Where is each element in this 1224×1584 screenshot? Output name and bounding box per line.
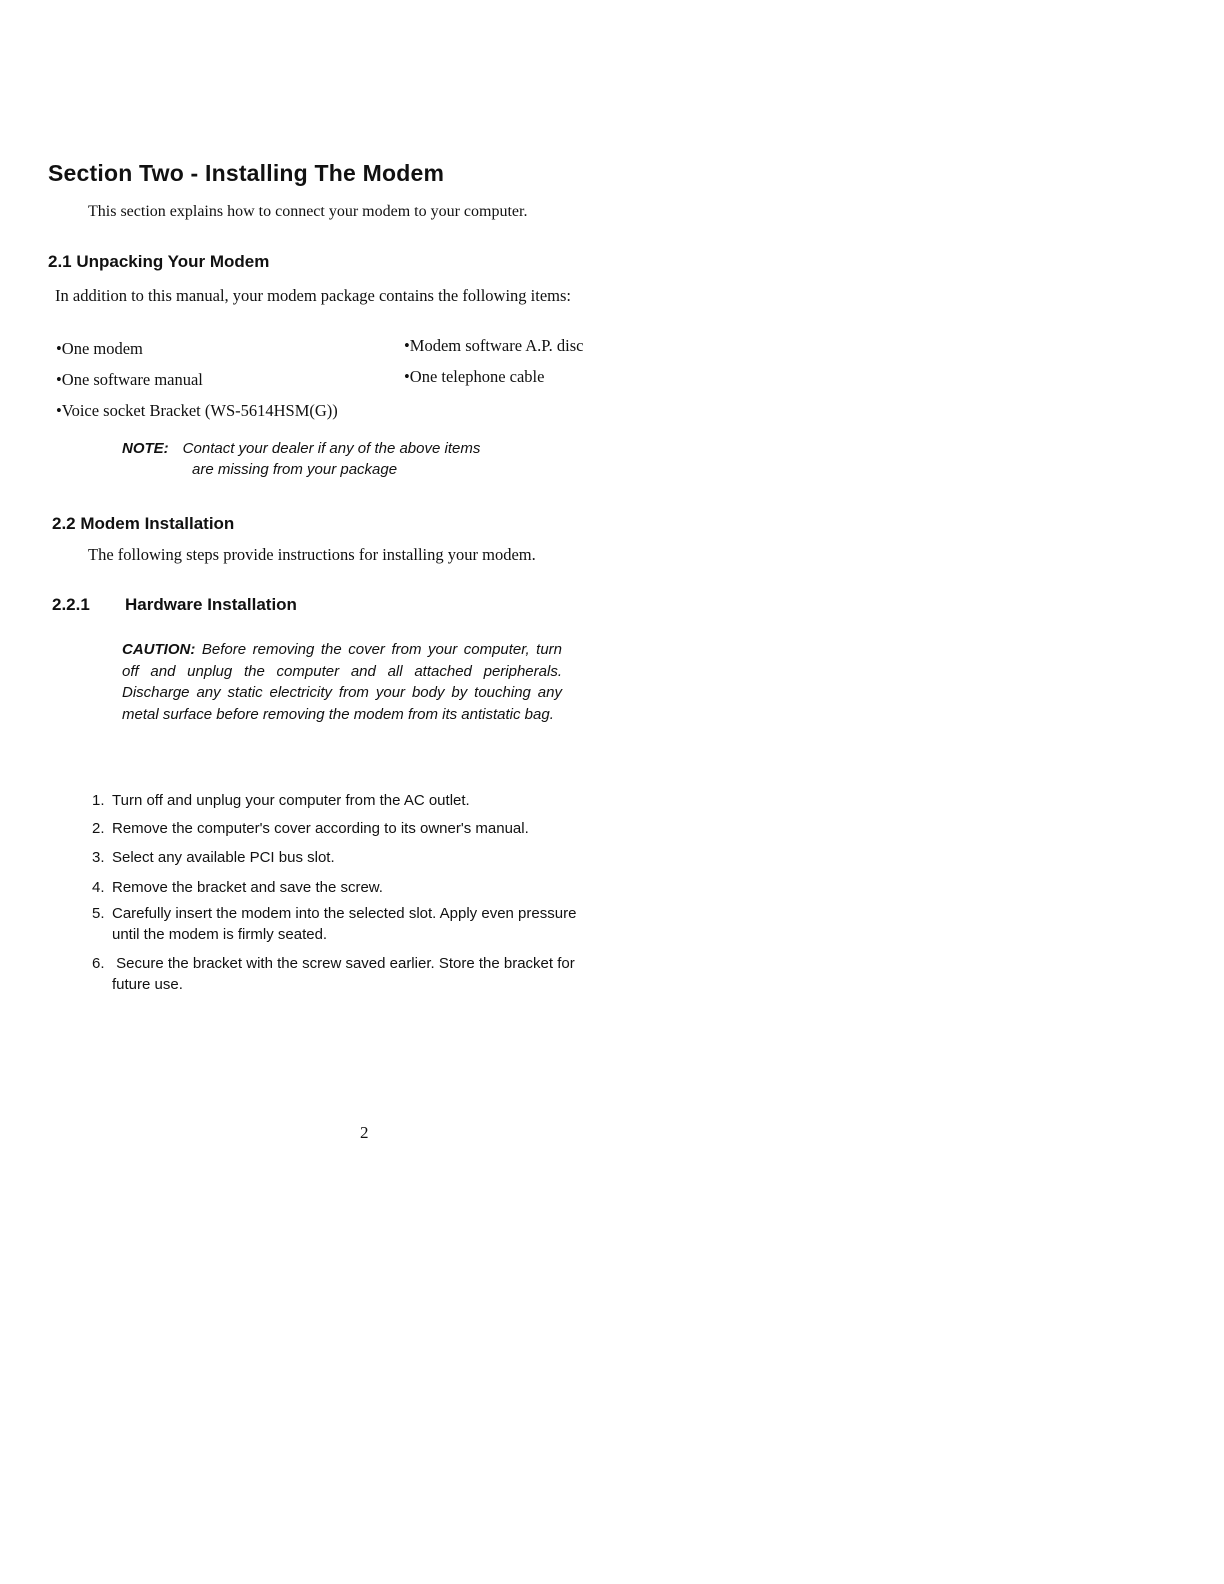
step-text: Secure the bracket with the screw saved earlier. Store the bracket for xyxy=(112,955,575,972)
section-title: Section Two - Installing The Modem xyxy=(48,160,445,186)
caution-text: Before removing the cover from your computer, turn off and unplug the computer and all attached peripherals. Discharge any static electricity from your body by touching any metal surface before removing the modem from its antistatic bag. xyxy=(122,641,562,723)
caution-label: CAUTION: xyxy=(122,641,196,658)
step-number: 5. xyxy=(92,905,105,922)
list-item: •Voice socket Bracket (WS-5614HSM(G)) xyxy=(56,401,338,420)
list-item: •One modem xyxy=(56,339,143,358)
step-number: 1. xyxy=(92,792,105,809)
unpacking-paragraph: In addition to this manual, your modem package contains the following items: xyxy=(55,286,571,305)
caution-box xyxy=(122,639,562,725)
step-text: Remove the computer's cover according to its owner's manual. xyxy=(112,820,529,837)
heading-hardware-number: 2.2.1 xyxy=(52,595,90,614)
step-text: Turn off and unplug your computer from the AC outlet. xyxy=(112,792,470,809)
step-number: 4. xyxy=(92,879,105,896)
list-item: •One telephone cable xyxy=(404,367,545,386)
heading-unpacking: 2.1 Unpacking Your Modem xyxy=(48,252,270,271)
step-text-continued: future use. xyxy=(112,976,183,993)
installation-paragraph: The following steps provide instructions for installing your modem. xyxy=(88,545,536,564)
note-box xyxy=(122,438,480,480)
list-item: •One software manual xyxy=(56,370,203,389)
page-number: 2 xyxy=(360,1123,369,1142)
step-item xyxy=(92,847,335,868)
note-text-line2: are missing from your package xyxy=(192,461,398,478)
heading-hardware-title: Hardware Installation xyxy=(125,595,297,614)
note-label: NOTE: xyxy=(122,440,169,457)
list-item: •Modem software A.P. disc xyxy=(404,336,584,355)
section-intro: This section explains how to connect your modem to your computer. xyxy=(88,203,528,220)
step-item xyxy=(92,877,383,898)
heading-installation: 2.2 Modem Installation xyxy=(52,514,235,533)
step-item xyxy=(92,790,470,811)
step-item xyxy=(92,903,576,945)
step-text-continued: until the modem is firmly seated. xyxy=(112,926,328,943)
note-text-line1: Contact your dealer if any of the above items xyxy=(182,440,481,457)
step-number: 2. xyxy=(92,820,105,837)
step-item xyxy=(92,953,575,995)
step-number: 3. xyxy=(92,849,105,866)
step-text: Remove the bracket and save the screw. xyxy=(112,879,383,896)
step-number: 6. xyxy=(92,955,105,972)
step-text: Carefully insert the modem into the selected slot. Apply even pressure xyxy=(112,905,577,922)
step-text: Select any available PCI bus slot. xyxy=(112,849,335,866)
step-item xyxy=(92,818,529,839)
